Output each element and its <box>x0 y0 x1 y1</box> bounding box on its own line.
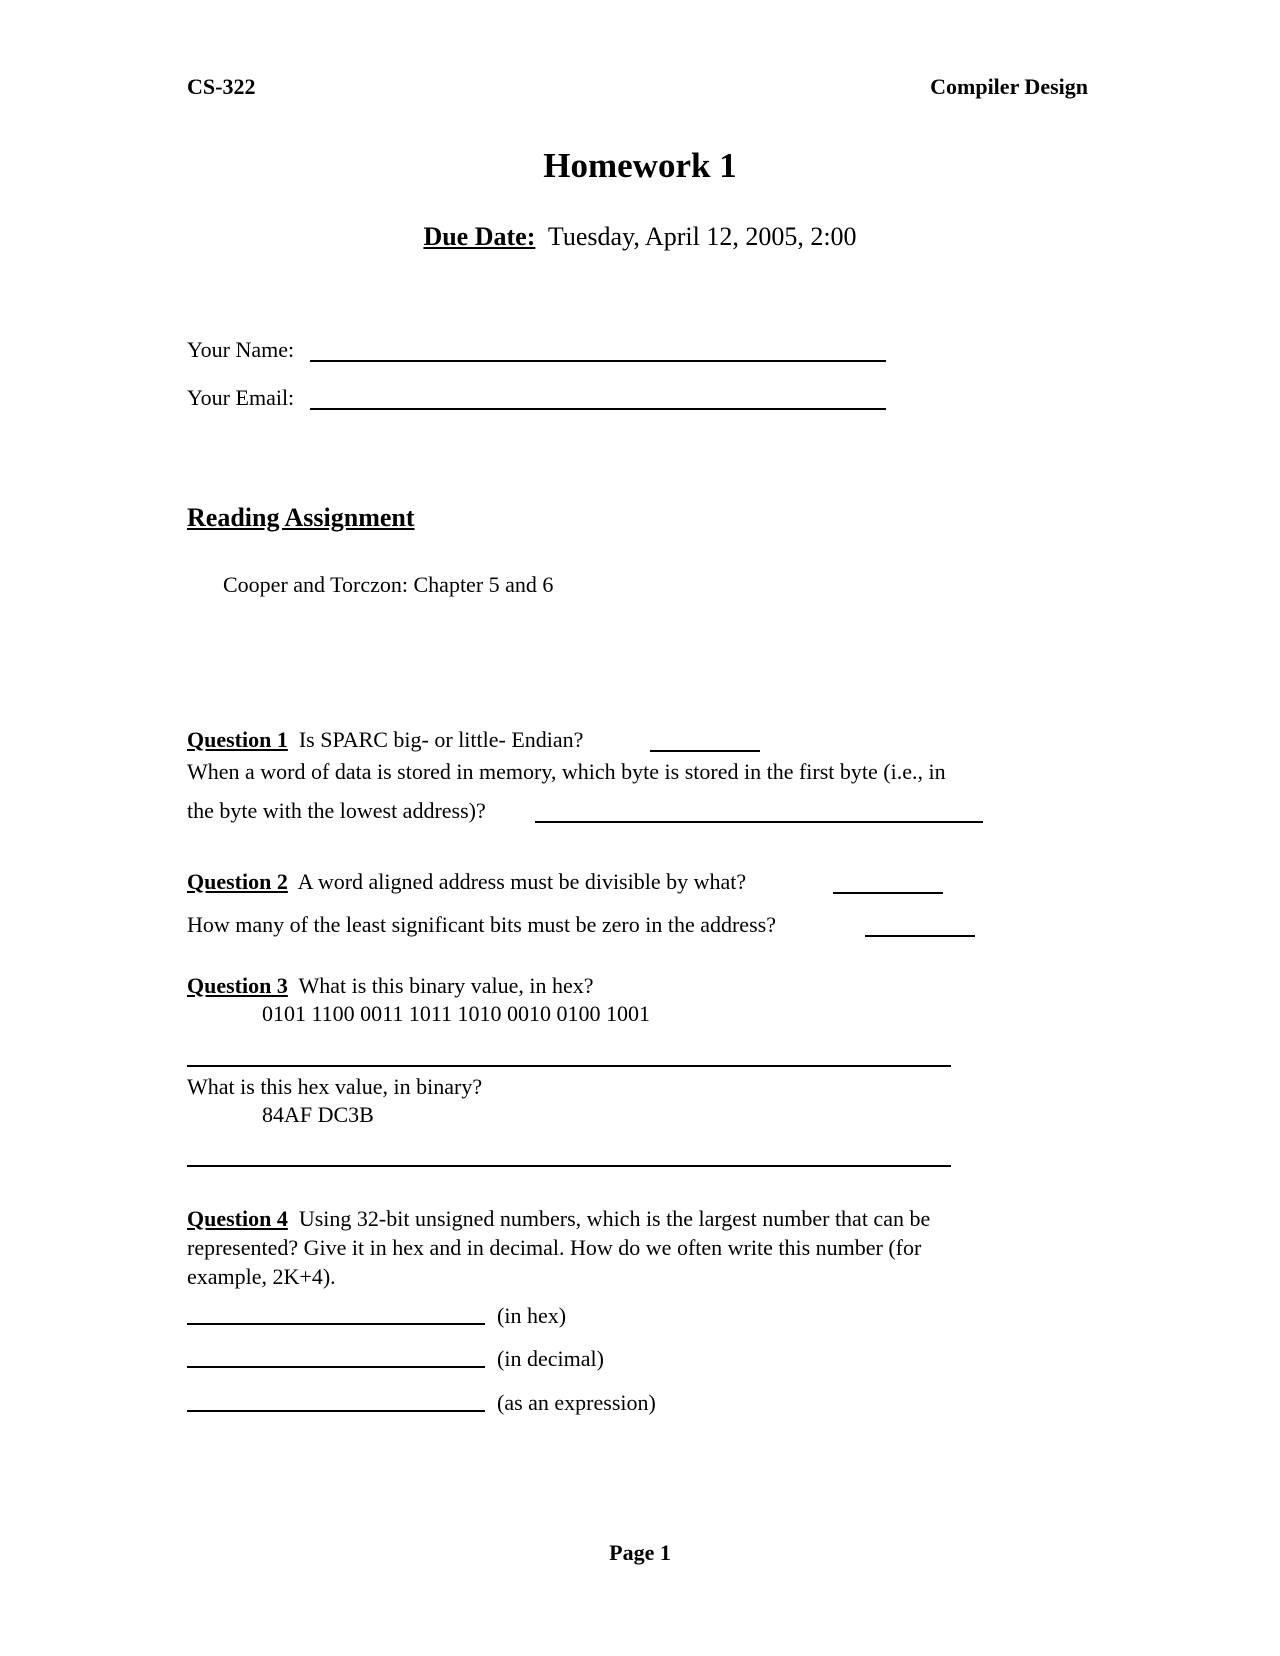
question-4-line1: Using 32-bit unsigned numbers, which is the largest number that can be <box>298 1206 931 1231</box>
due-date-value: Tuesday, April 12, 2005, 2:00 <box>547 222 857 251</box>
question-4-line3: example, 2K+4). <box>187 1264 336 1289</box>
hex-value: 84AF DC3B <box>262 1102 374 1127</box>
q1-first-byte-answer[interactable] <box>535 821 983 823</box>
question-3-text: What is this binary value, in hex? <box>298 973 594 998</box>
page-title: Homework 1 <box>543 146 737 185</box>
question-4-label: Question 4 <box>187 1206 288 1231</box>
question-2-text: A word aligned address must be divisible by what? <box>297 869 747 894</box>
email-field[interactable] <box>310 408 886 410</box>
q4-decimal-answer[interactable] <box>187 1366 485 1368</box>
binary-value: 0101 1100 0011 1011 1010 0010 0100 1001 <box>262 1001 651 1026</box>
question-3-label: Question 3 <box>187 973 288 998</box>
q4-expression-answer[interactable] <box>187 1410 485 1412</box>
q4-hex-answer[interactable] <box>187 1323 485 1325</box>
name-field[interactable] <box>310 360 886 362</box>
q2-divisible-answer[interactable] <box>833 892 943 894</box>
question-1 <box>187 726 583 754</box>
course-code: CS-322 <box>187 74 256 99</box>
q4-expression-label: (as an expression) <box>497 1390 656 1415</box>
question-4 <box>187 1205 930 1233</box>
name-label: Your Name: <box>187 337 295 362</box>
question-1-label: Question 1 <box>187 727 288 752</box>
q3-hex-answer[interactable] <box>187 1065 951 1067</box>
question-3-text2: What is this hex value, in binary? <box>187 1074 483 1099</box>
question-2-line2: How many of the least significant bits must be zero in the address? <box>187 912 776 937</box>
reading-heading: Reading Assignment <box>187 503 415 532</box>
reading-text: Cooper and Torczon: Chapter 5 and 6 <box>223 572 554 597</box>
question-1-line3: the byte with the lowest address)? <box>187 798 486 823</box>
question-3 <box>187 972 594 1000</box>
question-1-line2: When a word of data is stored in memory, which byte is stored in the first byte (i.e., in <box>187 759 946 784</box>
due-date <box>0 222 1280 252</box>
question-2-label: Question 2 <box>187 869 288 894</box>
question-2 <box>187 868 746 896</box>
q1-endian-answer[interactable] <box>650 750 760 752</box>
q4-decimal-label: (in decimal) <box>497 1346 604 1371</box>
q4-hex-label: (in hex) <box>497 1303 567 1328</box>
due-date-label: Due Date: <box>423 222 536 251</box>
q3-binary-answer[interactable] <box>187 1165 951 1167</box>
question-1-text: Is SPARC big- or little- Endian? <box>298 727 584 752</box>
course-subject: Compiler Design <box>930 74 1088 99</box>
email-label: Your Email: <box>187 385 295 410</box>
q2-bits-answer[interactable] <box>865 935 975 937</box>
question-4-line2: represented? Give it in hex and in decimal. How do we often write this number (for <box>187 1235 922 1260</box>
page-number: Page 1 <box>609 1540 671 1565</box>
